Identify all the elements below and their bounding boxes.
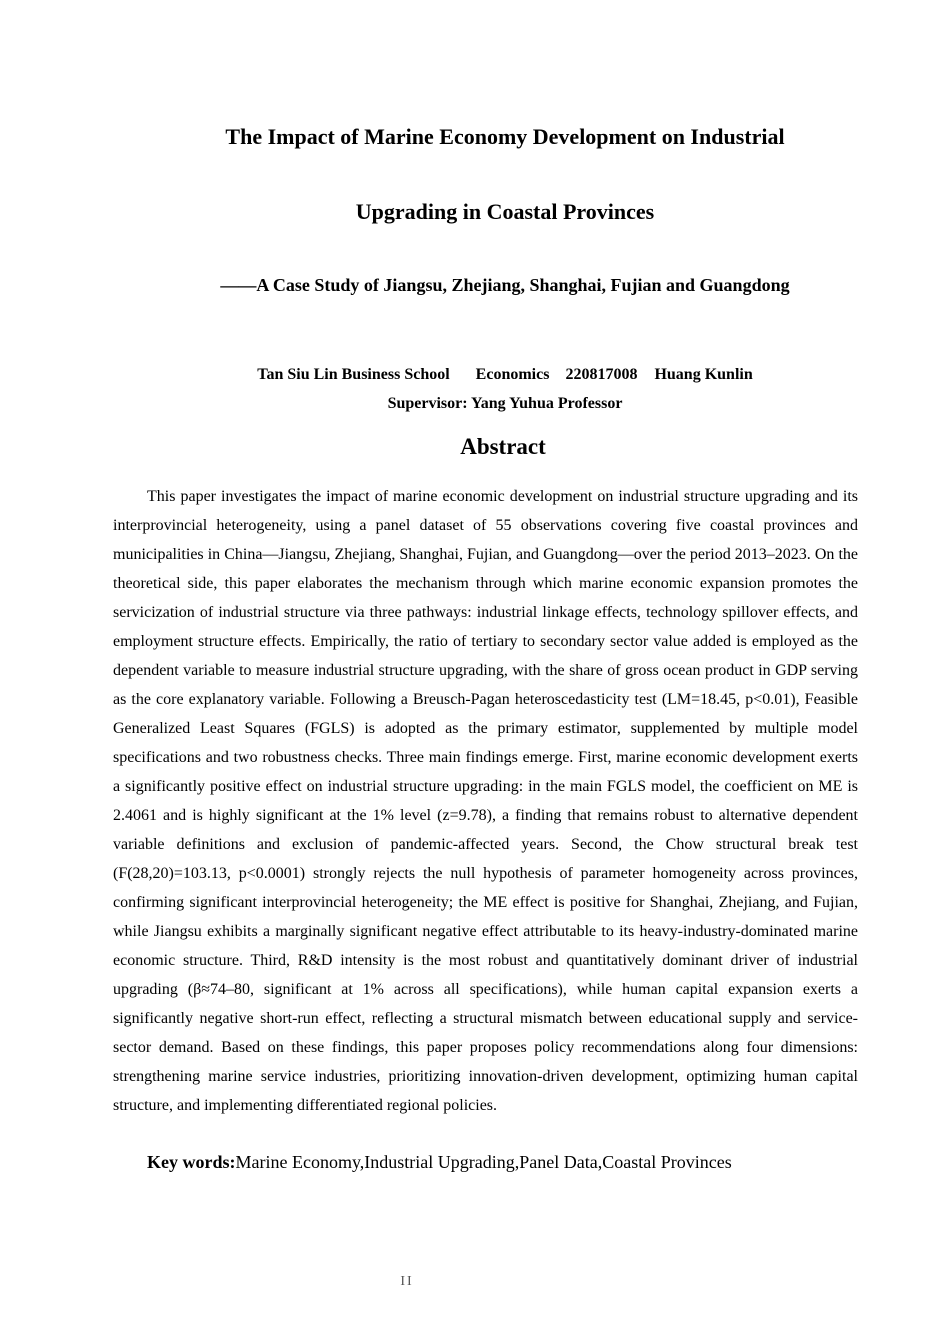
paper-subtitle: ——A Case Study of Jiangsu, Zhejiang, Shanghai, Fujian and Guangdong — [220, 275, 790, 295]
keywords — [147, 1152, 732, 1173]
author-name: Huang Kunlin — [654, 366, 753, 383]
abstract-body: This paper investigates the impact of marine economic development on industrial structure upgrading and its interprovincial heterogeneity, using a panel dataset of 55 observations covering five coastal provinces and municipalities in China—Jiangsu, Zhejiang, Shanghai, Fujian, and Guangdong—over the period 2013–2023. On the theoretical side, this paper elaborates the mechanism through which marine economic expansion promotes the servicization of industrial structure via three pathways: industrial linkage effects, technology spillover effects, and employment structure effects. Empirically, the ratio of tertiary to secondary sector value added is employed as the dependent variable to measure industrial structure upgrading, with the share of gross ocean product in GDP serving as the core explanatory variable. Following a Breusch-Pagan heteroscedasticity test (LM=18.45, p<0.01), Feasible Generalized Least Squares (FGLS) is adopted as the primary estimator, supplemented by multiple model specifications and two robustness checks. Three main findings emerge. First, marine economic development exerts a significantly positive effect on industrial structure upgrading: in the main FGLS model, the coefficient on ME is 2.4061 and is highly significant at the 1% level (z=9.78), a finding that remains robust to alternative dependent variable definitions and exclusion of pandemic-affected years. Second, the Chow structural break test (F(28,20)=103.13, p<0.0001) strongly rejects the null hypothesis of parameter homogeneity across provinces, confirming significant interprovincial heterogeneity; the ME effect is positive for Shanghai, Zhejiang, and Fujian, while Jiangsu exhibits a marginally significant negative effect attributable to its heavy-industry-dominated marine economic structure. Third, R&D intensity is the most robust and quantitatively dominant driver of industrial upgrading (β≈74–80, significant at 1% across all specifications), while human capital expansion exerts a significantly negative short-run effect, reflecting a structural mismatch between educational supply and service-sector demand. Based on these findings, this paper proposes policy recommendations along four dimensions: strengthening marine service industries, prioritizing innovation-driven development, optimizing human capital structure, and implementing differentiated regional policies. — [113, 488, 858, 1114]
keywords-list: Marine Economy,Industrial Upgrading,Panel Data,Coastal Provinces — [235, 1152, 732, 1172]
keywords-label: Key words: — [147, 1152, 236, 1172]
author-info — [0, 366, 950, 384]
school-name: Tan Siu Lin Business School — [257, 366, 450, 383]
supervisor-info: Supervisor: Yang Yuhua Professor — [387, 395, 623, 412]
paper-title-line-2: Upgrading in Coastal Provinces — [355, 199, 655, 224]
student-id: 220817008 — [565, 366, 638, 383]
abstract-heading: Abstract — [460, 434, 546, 459]
major: Economics — [475, 366, 550, 383]
paper-title-line-1: The Impact of Marine Economy Development on Industrial — [225, 124, 785, 149]
page-number: II — [400, 1274, 414, 1289]
